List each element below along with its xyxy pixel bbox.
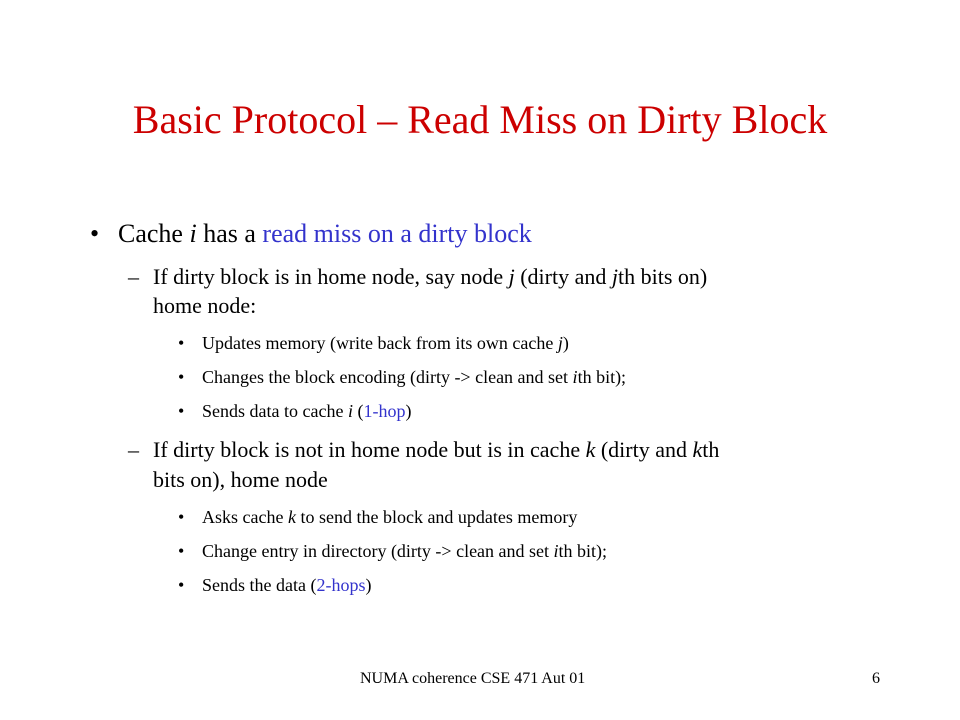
bullet-marker: • bbox=[178, 575, 185, 595]
sub-bullet-cache-k bbox=[153, 437, 719, 462]
var-k: k bbox=[287, 507, 296, 527]
item-change-entry bbox=[202, 541, 607, 562]
bullet-read-miss bbox=[118, 219, 532, 249]
item-sends-data-2hops bbox=[202, 575, 371, 596]
text-span: Asks cache bbox=[202, 507, 288, 527]
var-i: i bbox=[553, 541, 559, 561]
text-span: th bit); bbox=[577, 367, 627, 387]
sub-bullet-cache-k-cont: bits on), home node bbox=[153, 467, 328, 492]
var-k: k bbox=[585, 437, 596, 462]
item-updates-memory bbox=[202, 333, 569, 354]
text-span: (dirty and bbox=[514, 264, 612, 289]
dash-marker: – bbox=[128, 437, 139, 462]
slide-footer: NUMA coherence CSE 471 Aut 01 bbox=[360, 670, 586, 687]
text-span: Cache bbox=[118, 219, 190, 248]
text-span: to send the block and updates memory bbox=[295, 507, 578, 527]
highlight-read-miss: read miss on a dirty block bbox=[262, 219, 532, 248]
bullet-marker: • bbox=[178, 541, 185, 561]
text-span: ) bbox=[405, 401, 412, 421]
bullet-marker: • bbox=[178, 367, 185, 387]
bullet-marker: • bbox=[178, 333, 185, 353]
var-j: j bbox=[508, 264, 515, 289]
item-sends-data-1hop bbox=[202, 401, 411, 422]
text-span: Sends the data ( bbox=[202, 575, 317, 595]
slide-title: Basic Protocol – Read Miss on Dirty Block bbox=[132, 97, 828, 142]
text-span: Sends data to cache bbox=[202, 401, 348, 421]
dash-marker: – bbox=[128, 264, 139, 289]
highlight-2-hops: 2-hops bbox=[316, 575, 366, 595]
var-i: i bbox=[347, 401, 353, 421]
bullet-marker: • bbox=[178, 507, 185, 527]
sub-bullet-home-node bbox=[153, 264, 707, 289]
text-span: ) bbox=[562, 333, 569, 353]
var-i: i bbox=[572, 367, 578, 387]
bullet-marker: • bbox=[90, 219, 100, 248]
text-span: Change entry in directory (dirty -> clean and set bbox=[202, 541, 554, 561]
text-span: If dirty block is not in home node but is in cache bbox=[153, 437, 586, 462]
var-i: i bbox=[189, 219, 197, 248]
text-span: th bits on) bbox=[618, 264, 708, 289]
sub-bullet-home-node-cont: home node: bbox=[153, 293, 257, 318]
text-span: Changes the block encoding (dirty -> clean and set bbox=[202, 367, 573, 387]
item-asks-cache-k bbox=[202, 507, 577, 528]
var-j: j bbox=[611, 264, 619, 289]
text-span: If dirty block is in home node, say node bbox=[153, 264, 509, 289]
text-span: Updates memory (write back from its own cache bbox=[202, 333, 558, 353]
item-changes-encoding bbox=[202, 367, 626, 388]
var-k: k bbox=[692, 437, 703, 462]
text-span: ) bbox=[365, 575, 372, 595]
bullet-marker: • bbox=[178, 401, 185, 421]
highlight-1-hop: 1-hop bbox=[363, 401, 406, 421]
var-j: j bbox=[557, 333, 563, 353]
text-span: th bbox=[702, 437, 720, 462]
text-span: (dirty and bbox=[595, 437, 693, 462]
text-span: th bit); bbox=[558, 541, 608, 561]
page-number: 6 bbox=[872, 670, 880, 687]
text-span: ( bbox=[352, 401, 364, 421]
text-span: has a bbox=[196, 219, 263, 248]
